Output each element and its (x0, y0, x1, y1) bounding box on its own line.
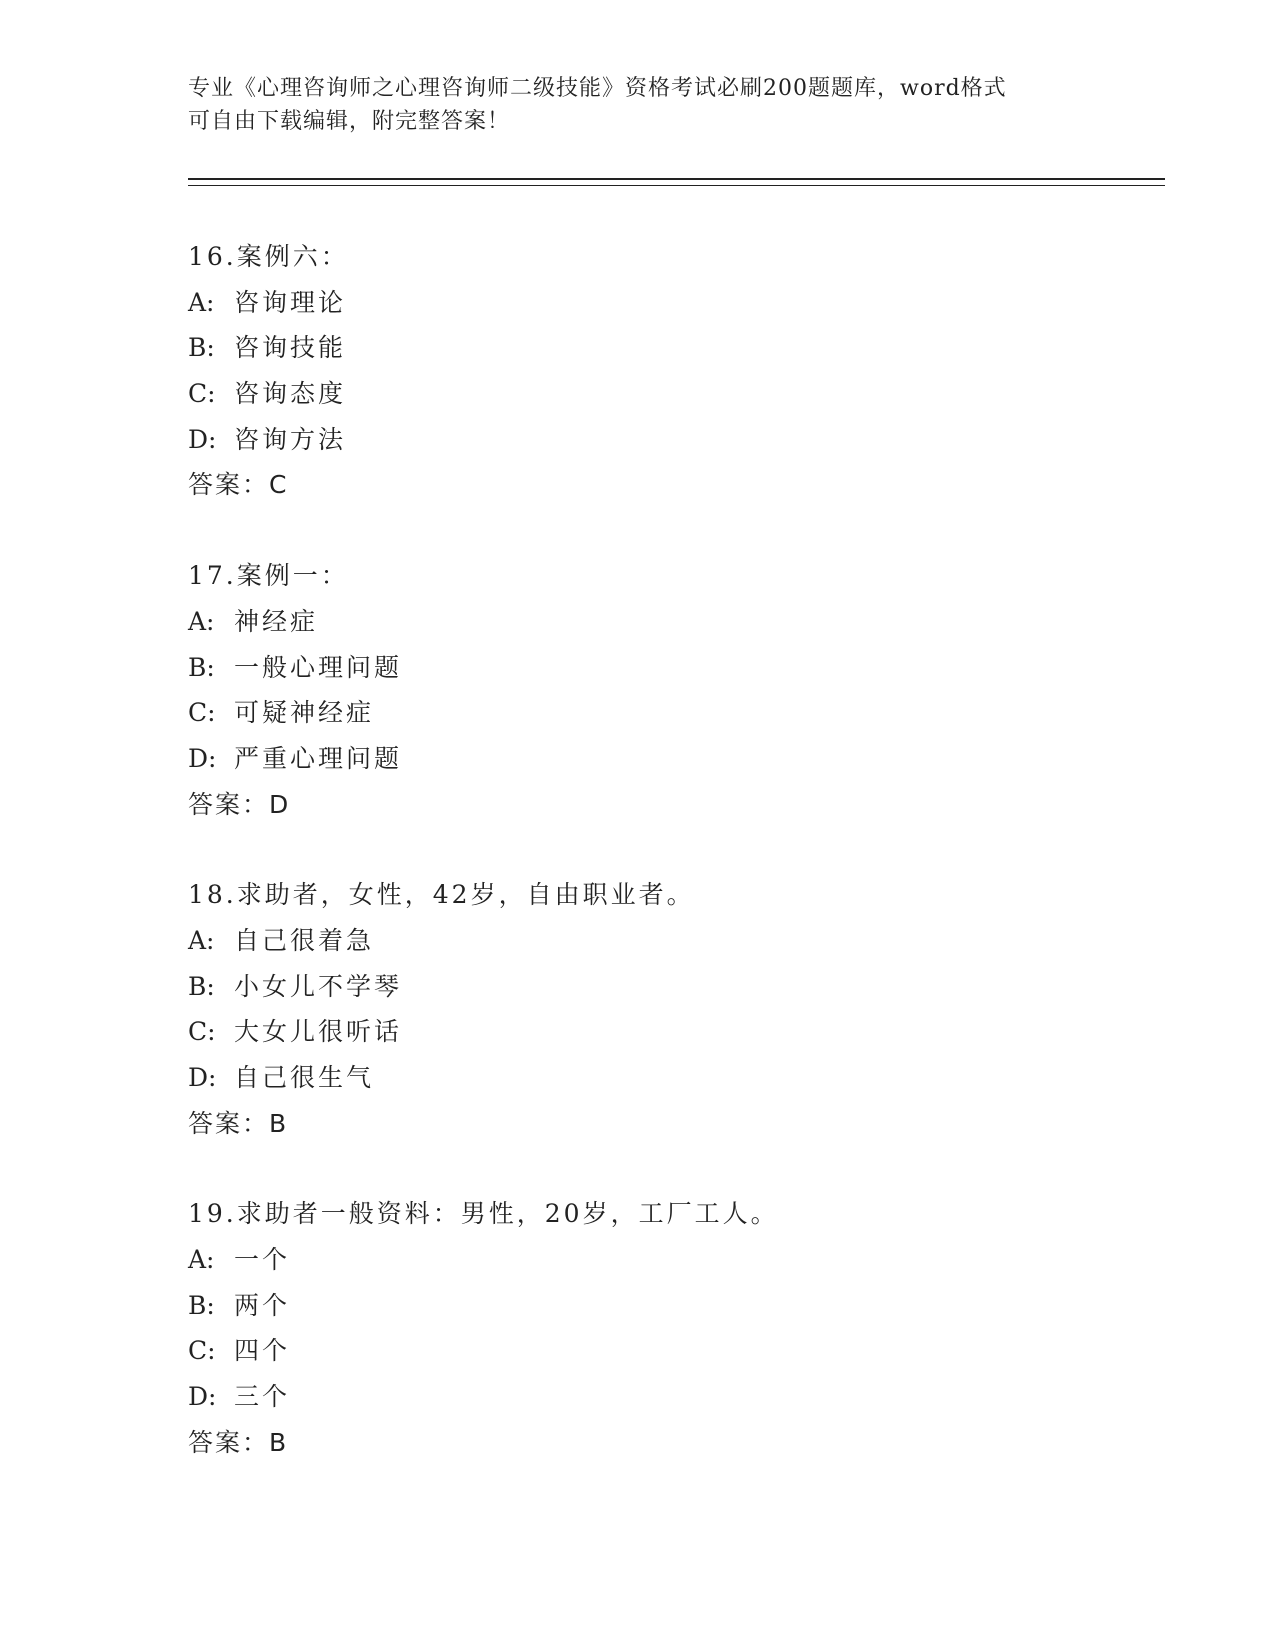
option-b (188, 645, 1148, 691)
question-18 (188, 872, 1148, 1146)
option-letter: C: (188, 698, 216, 728)
option-text: 咨询方法 (234, 424, 347, 454)
option-letter: D: (188, 1382, 217, 1412)
option-text: 三个 (234, 1382, 291, 1412)
header-line-1: 专业《心理咨询师之心理咨询师二级技能》资格考试必刷200题题库，word格式 (188, 76, 1007, 101)
answer-line: 答案：B (188, 1108, 289, 1138)
option-letter: A: (188, 925, 215, 955)
option-a (188, 1237, 1148, 1283)
option-letter: A: (188, 1245, 215, 1275)
question-title: 19.求助者一般资料：男性，20岁，工厂工人。 (188, 1199, 779, 1229)
option-letter: C: (188, 379, 216, 409)
question-list (188, 234, 1148, 1511)
option-letter: B: (188, 1290, 215, 1320)
option-c (188, 371, 1148, 417)
question-title: 16.案例六： (188, 242, 349, 271)
document-header (188, 72, 1088, 138)
option-letter: C: (188, 1336, 216, 1366)
option-text: 可疑神经症 (234, 698, 375, 728)
option-d (188, 736, 1148, 782)
option-letter: B: (188, 333, 215, 363)
option-letter: A: (188, 287, 215, 317)
option-text: 严重心理问题 (234, 743, 403, 773)
question-17 (188, 553, 1148, 827)
option-d (188, 1055, 1148, 1101)
answer-line: 答案：C (188, 470, 289, 500)
option-c (188, 1009, 1148, 1055)
option-letter: B: (188, 971, 215, 1001)
option-b (188, 325, 1148, 371)
answer-line: 答案：B (188, 1427, 289, 1457)
option-c (188, 1328, 1148, 1374)
option-text: 四个 (234, 1336, 291, 1366)
option-letter: D: (188, 1063, 217, 1092)
option-text: 咨询技能 (234, 333, 347, 363)
option-b (188, 1283, 1148, 1329)
option-text: 一般心理问题 (234, 652, 403, 682)
question-16 (188, 234, 1148, 508)
option-d (188, 1374, 1148, 1420)
option-letter: B: (188, 652, 215, 682)
answer-line: 答案：D (188, 789, 291, 819)
header-line-2: 可自由下载编辑，附完整答案！ (188, 109, 511, 134)
option-text: 自己很生气 (234, 1063, 375, 1092)
question-title: 18.求助者，女性，42岁，自由职业者。 (188, 880, 695, 910)
option-text: 咨询态度 (234, 379, 347, 409)
option-a (188, 599, 1148, 645)
option-letter: C: (188, 1017, 216, 1047)
option-c (188, 690, 1148, 736)
option-letter: D: (188, 743, 217, 773)
option-b (188, 964, 1148, 1010)
option-letter: A: (188, 606, 215, 636)
option-text: 一个 (234, 1245, 291, 1275)
option-a (188, 280, 1148, 326)
option-text: 大女儿很听话 (234, 1017, 403, 1047)
option-text: 小女儿不学琴 (234, 971, 403, 1001)
option-text: 咨询理论 (234, 287, 347, 317)
option-text: 神经症 (234, 606, 319, 636)
question-title: 17.案例一： (188, 561, 349, 591)
option-d (188, 417, 1148, 463)
question-19 (188, 1191, 1148, 1465)
option-text: 自己很着急 (234, 925, 375, 955)
option-a (188, 918, 1148, 964)
header-divider (188, 178, 1165, 186)
option-letter: D: (188, 424, 217, 454)
option-text: 两个 (234, 1290, 291, 1320)
